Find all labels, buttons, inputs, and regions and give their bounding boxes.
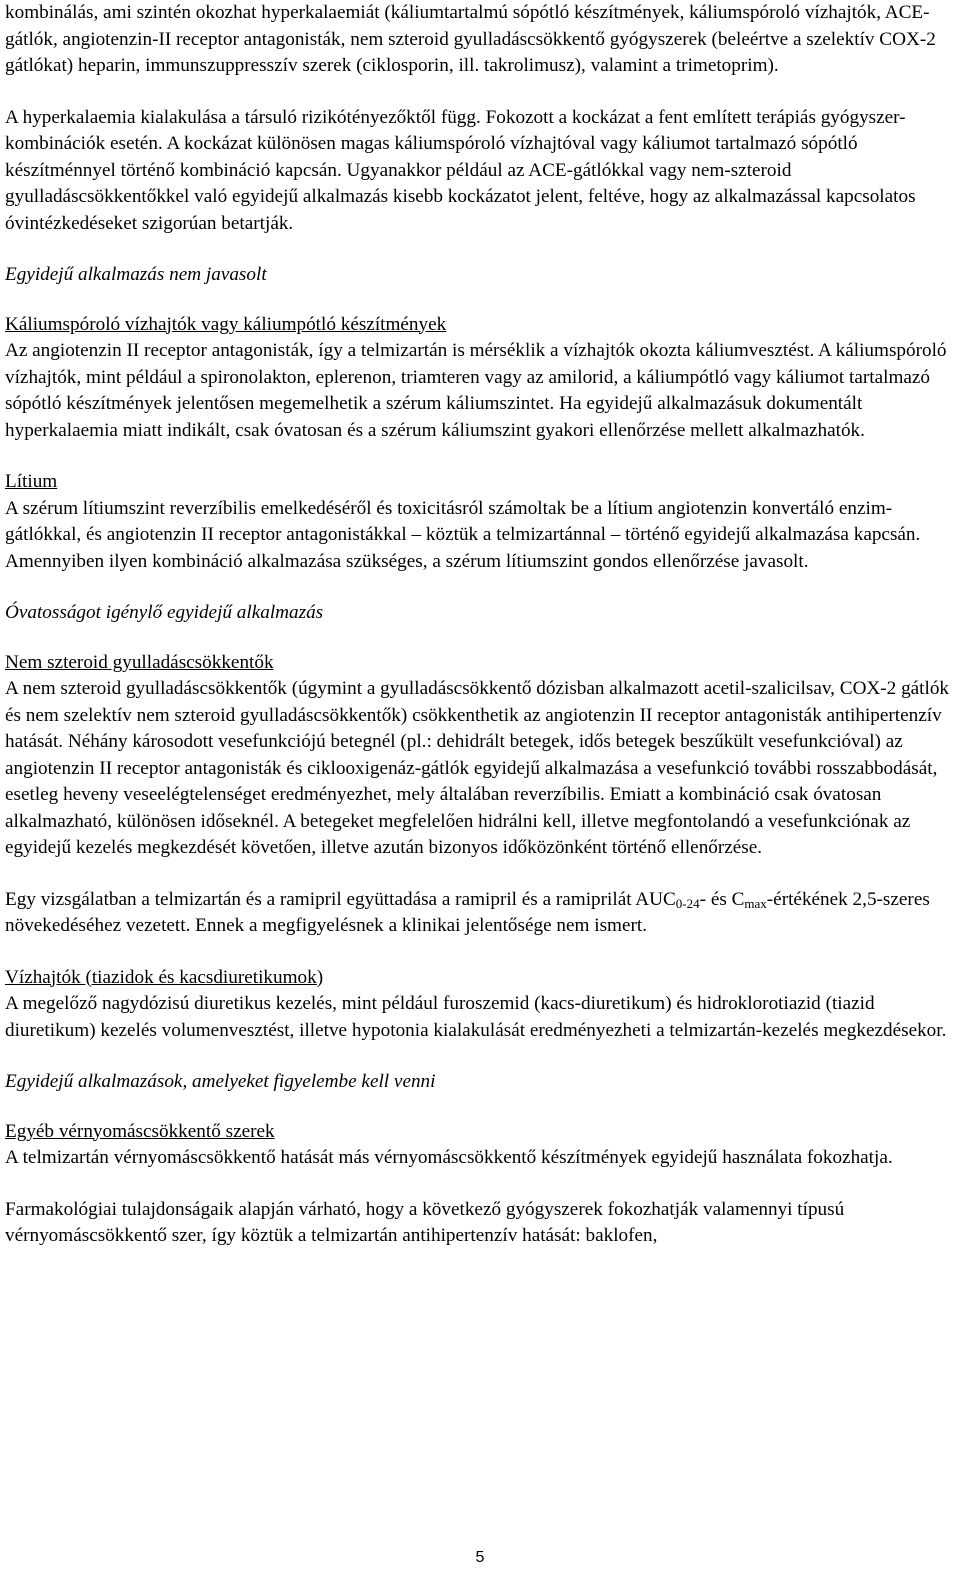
heading-diuretics: Vízhajtók (tiazidok és kacsdiuretikumok) (5, 966, 324, 988)
ramipril-auc-subscript: 0-24 (675, 895, 700, 911)
ramipril-text-3: -értékének 2,5-szeres növekedéséhez vezetett. Ennek a megfigyelésnek a klinikai jelentősége nem ismert. (5, 888, 930, 936)
heading-other-bp: Egyéb vérnyomáscsökkentő szerek (5, 1120, 275, 1142)
paragraph-hyperkalaemia: A hyperkalaemia kialakulása a társuló rizikótényezőktől függ. Fokozott a kockázat a fent említett terápiás gyógyszer-kombinációk esetén. A kockázat különösen magas káliumspóroló vízhajtóval vagy káliumot tartalmazó sópótló készítménnyel történő kombináció kapcsán. Ugyanakkor például az ACE-gátlókkal vagy nem-szteroid gyulladáscsökkentőkkel való egyidejű alkalmazás kisebb kockázatot jelent, feltéve, hogy az alkalmazással kapcsolatos óvintézkedéseket szigorúan betartják. (5, 106, 916, 234)
ramipril-cmax-subscript: max (744, 895, 767, 911)
document-page (5, 0, 951, 1250)
paragraph-ramipril (5, 887, 951, 940)
paragraph-other-bp: A telmizartán vérnyomáscsökkentő hatását más vérnyomáscsökkentő készítmények egyidejű használata fokozhatja. (5, 1147, 893, 1168)
ramipril-text-1: Egy vizsgálatban a telmizartán és a ramipril együttadása a ramipril és a ramiprilát AUC (5, 888, 676, 910)
heading-caution: Óvatosságot igénylő egyidejű alkalmazás (5, 602, 324, 623)
paragraph-lithium: A szérum lítiumszint reverzíbilis emelkedéséről és toxicitásról számoltak be a lítium angiotenzin konvertáló enzim-gátlókkal, és angiotenzin II receptor antagonistákkal – köztük a telmizartánnal – történő egyidejű alkalmazása kapcsán. Amennyiben ilyen kombináció alkalmazása szükséges, a szérum lítiumszint gondos ellenőrzése javasolt. (5, 497, 921, 572)
heading-lithium: Lítium (5, 471, 58, 492)
paragraph-nsaid: A nem szteroid gyulladáscsökkentők (úgymint a gyulladáscsökkentő dózisban alkalmazott acetil-szalicilsav, COX-2 gátlók és nem szelektív nem szteroid gyulladáscsökkentők) csökkenthetik az angiotenzin II receptor antagonisták antihipertenzív hatását. Néhány károsodott vesefunkciójú betegnél (pl.: dehidrált betegek, idős betegek beszűkült vesefunkcióval) az angiotenzin II receptor antagonisták és ciklooxigenáz-gátlók egyidejű alkalmazása a vesefunkció további rosszabbodását, esetleg heveny veseelégtelenséget eredményezhet, mely általában reverzíbilis. Emiatt a kombináció csak óvatosan alkalmazható, különösen időseknél. A betegeket megfelelően hidrálni kell, illetve megfontolandó a vesefunkciónak az egyidejű kezelés megkezdését követően, illetve azután bizonyos időközönként történő ellenőrzése. (5, 678, 950, 858)
paragraph-combination-risk: kombinálás, ami szintén okozhat hyperkalaemiát (káliumtartalmú sópótló készítmények, káliumspóroló vízhajtók, ACE-gátlók, angiotenzin-II receptor antagonisták, nem szteroid gyulladáscsökkentő gyógyszerek (beleértve a szelektív COX-2 gátlókat) heparin, immunszuppresszív szerek (ciklosporin, ill. takrolimusz), valamint a trimetoprim). (5, 2, 936, 76)
paragraph-pharmacology: Farmakológiai tulajdonságaik alapján várható, hogy a következő gyógyszerek fokozhatják valamennyi típusú vérnyomáscsökkentő szer, így köztük a telmizartán antihipertenzív hatását: baklofen, (5, 1198, 845, 1246)
paragraph-potassium: Az angiotenzin II receptor antagonisták, így a telmizartán is mérséklik a vízhajtók okozta káliumvesztést. A káliumspóroló vízhajtók, mint például a spironolakton, eplerenon, triamteren vagy az amilorid, a káliumpótló vagy káliumot tartalmazó sópótló készítmények jelentősen megemelhetik a szérum káliumszintet. Ha egyidejű alkalmazásuk dokumentált hyperkalaemia miatt indikált, csak óvatosan és a szérum káliumszint gyakori ellenőrzése mellett alkalmazhatók. (5, 340, 947, 441)
ramipril-text-2: - és C (699, 888, 745, 910)
page-number: 5 (475, 1549, 485, 1566)
paragraph-diuretics: A megelőző nagydózisú diuretikus kezelés, mint például furoszemid (kacs-diuretikum) és hidroklorotiazid (tiazid diuretikum) kezelés volumenvesztést, illetve hypotonia kialakulását eredményezheti a telmizartán-kezelés megkezdésekor. (5, 993, 947, 1041)
heading-potassium: Káliumspóroló vízhajtók vagy káliumpótló készítmények (5, 313, 447, 335)
heading-consider: Egyidejű alkalmazások, amelyeket figyelembe kell venni (5, 1071, 436, 1092)
heading-not-recommended: Egyidejű alkalmazás nem javasolt (5, 264, 267, 285)
heading-nsaid: Nem szteroid gyulladáscsökkentők (5, 651, 274, 673)
